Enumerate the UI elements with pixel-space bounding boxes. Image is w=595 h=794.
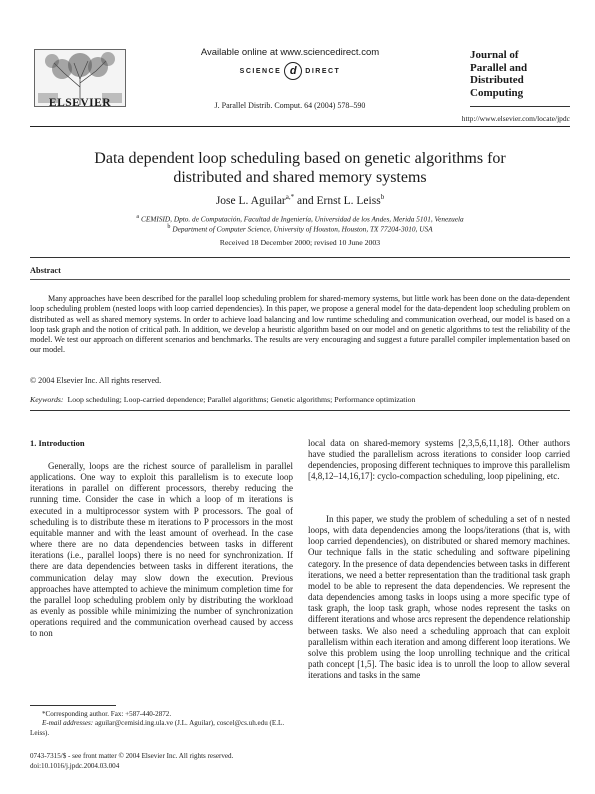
available-online[interactable]: Available online at www.sciencedirect.com: [200, 47, 380, 58]
sciencedirect-left: SCIENCE: [239, 67, 282, 75]
journal-rule: [470, 106, 570, 107]
journal-title: [470, 49, 570, 99]
keywords: [30, 395, 570, 404]
author-affiliation-mark[interactable]: b: [380, 193, 385, 201]
email-note: [30, 719, 300, 738]
email-label: E-mail addresses:: [42, 719, 94, 728]
header-divider: [30, 126, 570, 127]
divider: [30, 279, 570, 280]
issn-line: 0743-7315/$ - see front matter © 2004 Elsevier Inc. All rights reserved.: [30, 752, 234, 760]
affiliation: [30, 224, 570, 233]
body-paragraph: In this paper, we study the problem of scheduling a set of n nested loops, with data dependencies among the loops/iterations (that is, with loop carried dependencies), on distributed or shared memory machines. Our technique falls in the static scheduling and software pipelining category. In the presence of data dependencies between tasks in different iterations, we need a better representation than the traditional task graph model to be able to represent the data dependencies. We represent the data dependencies among tasks in loops using a more specific type of task graph, the loop task graph, whose nodes represent the tasks on different iterations and whose arcs represent the dependence relationship between tasks. We also need a scheduling approach that can exploit parallelism within each iteration and among different loop iterations. We solve this problem using the loop unrolling technique and the critical path concept [1,5]. The basic idea is to unroll the loop to allow several iterations and tasks in the same: [308, 514, 570, 681]
author-name: Ernst L. Leiss: [316, 194, 381, 207]
abstract-text: Many approaches have been described for the parallel loop scheduling problem for shared-memory systems, but little work has been done on the data-dependent loop scheduling problem (nested loops with loop carried dependencies). In this paper, we propose a general model for the data-dependent loop scheduling problem on distributed as well as shared memory systems. In order to achieve load balancing and low runtime scheduling and communication overhead, our model is based on a loop task graph and the notion of critical path. In addition, we develop a heuristic algorithm based on our model and on genetic algorithms to test the reliability of the model. We test our approach on different scenarios and benchmarks. The results are very encouraging and suggest a future parallel compiler implementation based on our model.: [30, 294, 570, 355]
affiliation-text: Department of Computer Science, University of Houston, Houston, TX 77204-3010, USA: [172, 224, 433, 234]
journal-title-line: Distributed: [470, 74, 524, 87]
keywords-label: Keywords:: [30, 395, 64, 404]
journal-title-line: Parallel and: [470, 61, 528, 74]
corresponding-author-note: *Corresponding author. Fax: +587-440-2872.: [42, 710, 172, 718]
sciencedirect-logo: [215, 62, 365, 82]
received-dates: Received 18 December 2000; revised 10 June 2003: [219, 238, 381, 247]
keywords-list: Loop scheduling; Loop-carried dependence; Parallel algorithms; Genetic algorithms; Performance optimization: [67, 395, 416, 404]
page-footer: [30, 752, 330, 771]
journal-citation: J. Parallel Distrib. Comput. 64 (2004) 578–590: [214, 101, 366, 110]
abstract-heading: Abstract: [30, 266, 61, 275]
affiliation-text: CEMISID, Dpto. de Computación, Facultad de Ingeniería, Universidad de los Andes, Merida 5101, Venezuela: [140, 214, 464, 224]
footnote-rule: [30, 705, 116, 706]
divider: [30, 410, 570, 411]
author-list: [30, 193, 570, 207]
divider: [30, 257, 570, 258]
body-paragraph: local data on shared-memory systems [2,3,5,6,11,18]. Other authors have studied the parallelism across iterations to consider loop carried dependencies, proposing different techniques to improve this parallelism [4,8,12–14,16,17]: cyclo-compaction scheduling, loop pipelining, etc.: [308, 438, 570, 482]
title-line: distributed and shared memory systems: [173, 169, 427, 186]
body-paragraph: Generally, loops are the richest source of parallelism in parallel applications. One way to exploit this parallelism is to execute loop iterations in parallel on different processors, thereby reducing the running time. Consider the case in which a loop of m iterations is executed in a multiprocessor system with P processors. The goal of scheduling is to distribute these m iterations to P processors in the most equitable manner and with the least amount of overhead. In the case where there are no data dependencies between tasks in different iterations (i.e., parallel loops) there is no need for synchronization. If there are data dependencies between tasks in different iterations, the communication delay may slow down the execution. Previous approaches have attempted to achieve the minimum completion time for the parallel loop scheduling problem only by distributing the workload as evenly as possible while minimizing the number of synchronization operations required and the communication overhead caused by access to non: [30, 461, 293, 639]
author-name: Jose L. Aguilar: [215, 194, 286, 207]
author-affiliation-mark[interactable]: a,*: [285, 193, 295, 201]
abstract-copyright: © 2004 Elsevier Inc. All rights reserved.: [30, 376, 162, 385]
publisher-name: ELSEVIER: [48, 97, 112, 109]
sciencedirect-right: DIRECT: [305, 67, 341, 75]
sciencedirect-at-icon: d: [284, 62, 302, 80]
footnote: [30, 710, 300, 738]
affiliation-mark: b: [167, 224, 171, 230]
title-line: Data dependent loop scheduling based on genetic algorithms for: [94, 150, 506, 167]
author-join: and: [294, 194, 317, 207]
journal-url-link[interactable]: http://www.elsevier.com/locate/jpdc: [461, 114, 570, 123]
journal-title-line: Journal of: [470, 49, 519, 61]
doi-link[interactable]: doi:10.1016/j.jpdc.2004.03.004: [30, 761, 120, 770]
journal-title-line: Computing: [470, 86, 524, 99]
email-addresses[interactable]: aguilar@cemisid.ing.ula.ve (J.L. Aguilar), coscel@cs.uh.edu (E.L. Leiss).: [30, 719, 285, 737]
article-title: [30, 149, 570, 187]
affiliation-mark: a: [136, 214, 139, 220]
section-heading: 1. Introduction: [30, 438, 85, 448]
affiliation: [30, 214, 570, 223]
